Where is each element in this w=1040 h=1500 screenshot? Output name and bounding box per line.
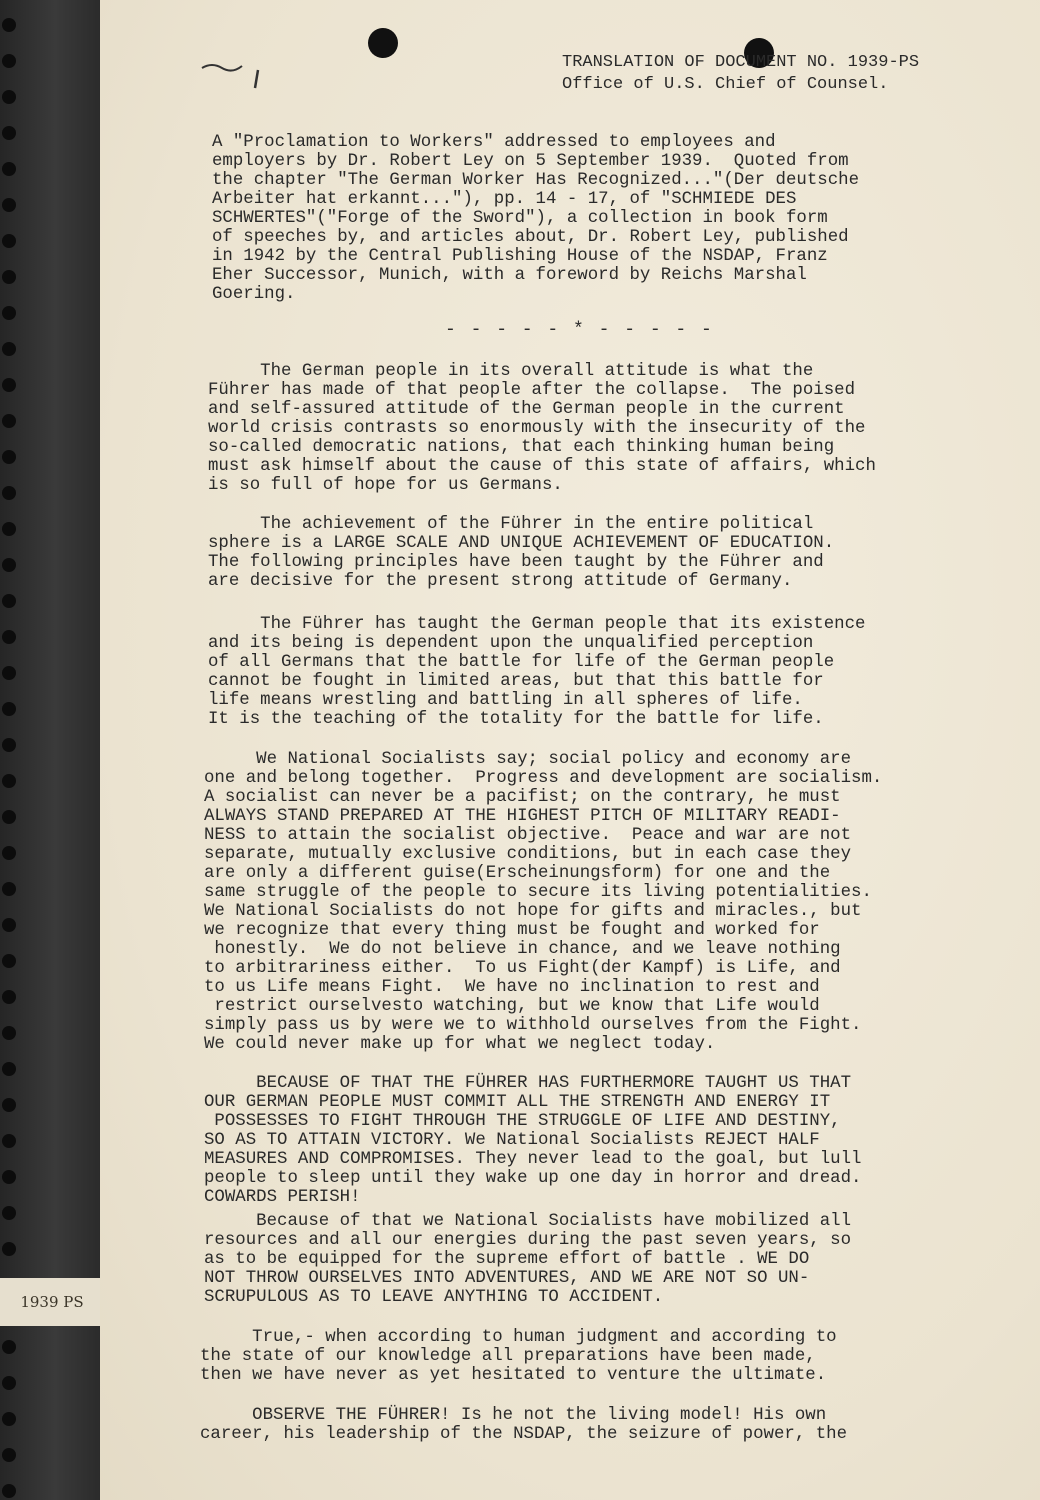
text-line: life means wrestling and battling in all spheres of life. bbox=[208, 691, 803, 710]
binder-hole bbox=[2, 666, 16, 680]
document-page bbox=[100, 0, 1040, 1500]
text-line: same struggle of the people to secure its living potentialities. bbox=[204, 883, 872, 902]
binder-hole bbox=[2, 1412, 16, 1426]
text-line: OUR GERMAN PEOPLE MUST COMMIT ALL THE STRENGTH AND ENERGY IT bbox=[204, 1093, 831, 1112]
text-line: We National Socialists do not hope for gifts and miracles., but bbox=[204, 902, 862, 921]
binder-hole bbox=[2, 1170, 16, 1184]
text-line: SCRUPULOUS AS TO LEAVE ANYTHING TO ACCIDENT. bbox=[204, 1288, 664, 1307]
text-line: A "Proclamation to Workers" addressed to employees and bbox=[212, 133, 776, 152]
binder-hole bbox=[2, 18, 16, 32]
text-line: cannot be fought in limited areas, but that this battle for bbox=[208, 672, 824, 691]
binder-hole bbox=[2, 702, 16, 716]
binder-hole bbox=[2, 54, 16, 68]
text-line: The following principles have been taught by the Führer and bbox=[208, 553, 824, 572]
binder-hole bbox=[2, 90, 16, 104]
binder-hole bbox=[2, 1026, 16, 1040]
text-line: A socialist can never be a pacifist; on the contrary, he must bbox=[204, 788, 841, 807]
binder-hole bbox=[2, 630, 16, 644]
binder-hole bbox=[2, 594, 16, 608]
text-line: NESS to attain the socialist objective. Peace and war are not bbox=[204, 826, 852, 845]
text-line: Führer has made of that people after the collapse. The poised bbox=[208, 381, 856, 400]
binder-hole bbox=[2, 1098, 16, 1112]
binder-hole bbox=[2, 522, 16, 536]
binder-hole bbox=[2, 1484, 16, 1498]
text-line: honestly. We do not believe in chance, and we leave nothing bbox=[204, 940, 841, 959]
text-line: simply pass us by were we to withhold ourselves from the Fight. bbox=[204, 1016, 862, 1035]
text-line: we recognize that every thing must be fought and worked for bbox=[204, 921, 820, 940]
text-line: Goering. bbox=[212, 285, 296, 304]
header-title: TRANSLATION OF DOCUMENT NO. 1939-PS bbox=[562, 53, 920, 72]
header-office: Office of U.S. Chief of Counsel. bbox=[562, 75, 889, 94]
handwritten-mark bbox=[200, 56, 270, 96]
text-line: are decisive for the present strong attitude of Germany. bbox=[208, 572, 793, 591]
punch-hole bbox=[368, 28, 398, 58]
text-line: It is the teaching of the totality for the battle for life. bbox=[208, 710, 824, 729]
binder-hole bbox=[2, 414, 16, 428]
binder-hole bbox=[2, 198, 16, 212]
binder-hole bbox=[2, 1062, 16, 1076]
text-line: so-called democratic nations, that each thinking human being bbox=[208, 438, 835, 457]
binder-hole bbox=[2, 126, 16, 140]
binder-hole bbox=[2, 1134, 16, 1148]
text-line: and its being is dependent upon the unqualified perception bbox=[208, 634, 814, 653]
text-line: is so full of hope for us Germans. bbox=[208, 476, 563, 495]
text-line: restrict ourselvesto watching, but we know that Life would bbox=[204, 997, 820, 1016]
text-line: as to be equipped for the supreme effort of battle . WE DO bbox=[204, 1250, 810, 1269]
text-line: ALWAYS STAND PREPARED AT THE HIGHEST PITCH OF MILITARY READI- bbox=[204, 807, 841, 826]
text-line: We National Socialists say; social policy and economy are bbox=[204, 750, 852, 769]
text-line: SO AS TO ATTAIN VICTORY. We National Socialists REJECT HALF bbox=[204, 1131, 820, 1150]
text-line: The German people in its overall attitude is what the bbox=[208, 362, 814, 381]
section-divider: - - - - - * - - - - - bbox=[445, 320, 714, 340]
binder-hole bbox=[2, 162, 16, 176]
text-line: OBSERVE THE FÜHRER! Is he not the living model! His own bbox=[200, 1406, 827, 1425]
text-line: then we have never as yet hesitated to venture the ultimate. bbox=[200, 1366, 827, 1385]
binder-hole bbox=[2, 270, 16, 284]
binder-hole bbox=[2, 486, 16, 500]
text-line: in 1942 by the Central Publishing House of the NSDAP, Franz bbox=[212, 247, 828, 266]
text-line: NOT THROW OURSELVES INTO ADVENTURES, AND WE ARE NOT SO UN- bbox=[204, 1269, 810, 1288]
text-line: We could never make up for what we neglect today. bbox=[204, 1035, 716, 1054]
text-line: the state of our knowledge all preparations have been made, bbox=[200, 1347, 816, 1366]
text-line: COWARDS PERISH! bbox=[204, 1188, 361, 1207]
text-line: separate, mutually exclusive conditions, but in each case they bbox=[204, 845, 852, 864]
binder-hole bbox=[2, 450, 16, 464]
binder-hole bbox=[2, 234, 16, 248]
document-edge-label: 1939 PS bbox=[0, 1278, 104, 1326]
text-line: The Führer has taught the German people that its existence bbox=[208, 615, 866, 634]
binder-hole bbox=[2, 342, 16, 356]
binder-strip bbox=[0, 0, 100, 1500]
text-line: SCHWERTES"("Forge of the Sword"), a collection in book form bbox=[212, 209, 828, 228]
text-line: of all Germans that the battle for life of the German people bbox=[208, 653, 835, 672]
binder-hole bbox=[2, 954, 16, 968]
text-line: world crisis contrasts so enormously with the insecurity of the bbox=[208, 419, 866, 438]
text-line: must ask himself about the cause of this state of affairs, which bbox=[208, 457, 876, 476]
binder-hole bbox=[2, 1448, 16, 1462]
text-line: sphere is a LARGE SCALE AND UNIQUE ACHIEVEMENT OF EDUCATION. bbox=[208, 534, 835, 553]
binder-hole bbox=[2, 738, 16, 752]
text-line: the chapter "The German Worker Has Recognized..."(Der deutsche bbox=[212, 171, 860, 190]
binder-hole bbox=[2, 990, 16, 1004]
text-line: Arbeiter hat erkannt..."), pp. 14 - 17, of "SCHMIEDE DES bbox=[212, 190, 797, 209]
binder-hole bbox=[2, 918, 16, 932]
binder-hole bbox=[2, 846, 16, 860]
text-line: BECAUSE OF THAT THE FÜHRER HAS FURTHERMORE TAUGHT US THAT bbox=[204, 1074, 852, 1093]
binder-hole bbox=[2, 1242, 16, 1256]
document-header bbox=[562, 52, 919, 96]
binder-hole bbox=[2, 1376, 16, 1390]
text-line: employers by Dr. Robert Ley on 5 September 1939. Quoted from bbox=[212, 152, 849, 171]
binder-hole bbox=[2, 378, 16, 392]
text-line: Because of that we National Socialists have mobilized all bbox=[204, 1212, 852, 1231]
text-line: POSSESSES TO FIGHT THROUGH THE STRUGGLE OF LIFE AND DESTINY, bbox=[204, 1112, 841, 1131]
text-line: career, his leadership of the NSDAP, the seizure of power, the bbox=[200, 1425, 848, 1444]
binder-hole bbox=[2, 1340, 16, 1354]
text-line: True,- when according to human judgment and according to bbox=[200, 1328, 837, 1347]
binder-hole bbox=[2, 774, 16, 788]
text-line: resources and all our energies during the past seven years, so bbox=[204, 1231, 852, 1250]
text-line: of speeches by, and articles about, Dr. Robert Ley, published bbox=[212, 228, 849, 247]
text-line: Eher Successor, Munich, with a foreword by Reichs Marshal bbox=[212, 266, 807, 285]
binder-hole bbox=[2, 810, 16, 824]
text-line: are only a different guise(Erscheinungsform) for one and the bbox=[204, 864, 831, 883]
text-line: to us Life means Fight. We have no inclination to rest and bbox=[204, 978, 820, 997]
text-line: people to sleep until they wake up one day in horror and dread. bbox=[204, 1169, 862, 1188]
text-line: and self-assured attitude of the German people in the current bbox=[208, 400, 845, 419]
text-line: The achievement of the Führer in the entire political bbox=[208, 515, 814, 534]
binder-hole bbox=[2, 1206, 16, 1220]
text-line: MEASURES AND COMPROMISES. They never lead to the goal, but lull bbox=[204, 1150, 862, 1169]
text-line: to arbitrariness either. To us Fight(der Kampf) is Life, and bbox=[204, 959, 841, 978]
binder-hole bbox=[2, 882, 16, 896]
text-line: one and belong together. Progress and development are socialism. bbox=[204, 769, 883, 788]
binder-hole bbox=[2, 558, 16, 572]
binder-hole bbox=[2, 306, 16, 320]
